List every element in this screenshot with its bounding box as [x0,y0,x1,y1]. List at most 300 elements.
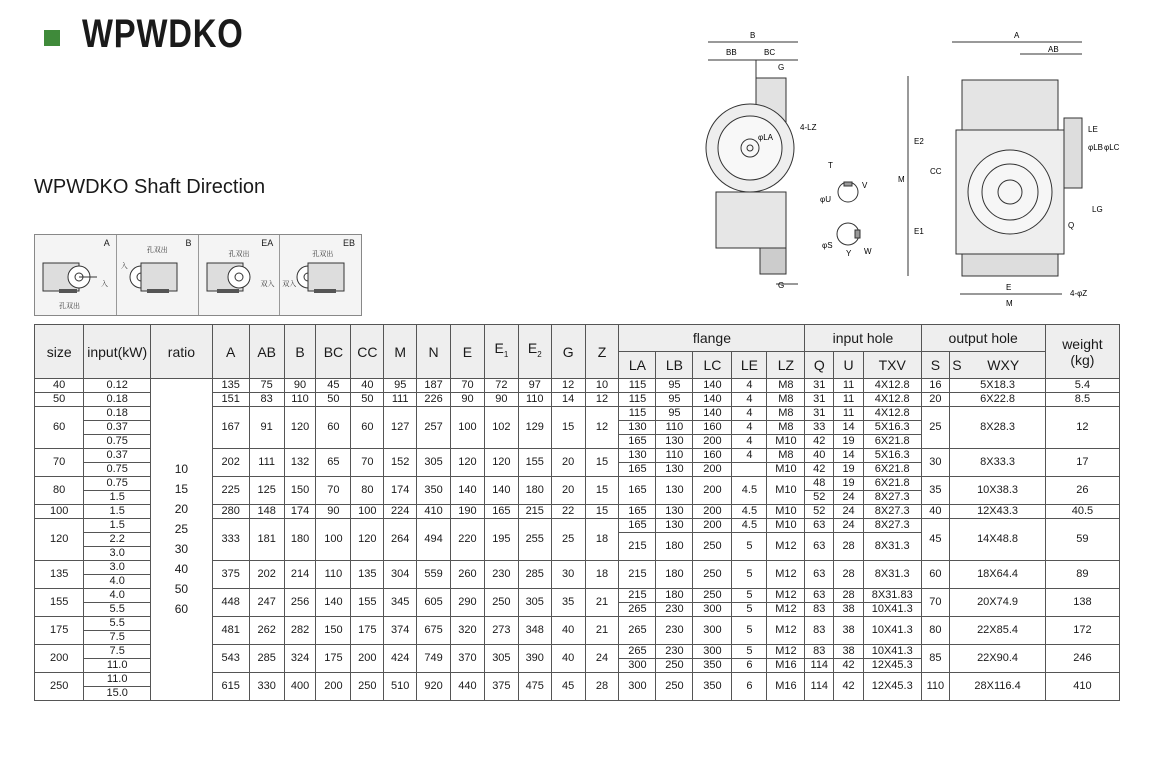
cell-input: 3.0 [84,547,151,561]
cell-z: 24 [585,645,619,673]
direction-note: 孔双出 [59,303,80,310]
cell-b: 120 [284,407,316,449]
cell-s: 16 [921,379,950,393]
cell-z: 12 [585,393,619,407]
cell-lc: 300 [693,617,732,645]
cell-le: 5 [732,617,767,645]
cell-le: 4.5 [732,505,767,519]
header-weight [1045,325,1119,379]
header-g: G [551,325,585,379]
cell-bc: 60 [316,407,351,449]
dim-label: E [1006,283,1012,292]
cell-lc: 160 [693,449,732,463]
cell-ab: 111 [249,449,284,477]
cell-size: 50 [35,393,84,407]
cell-txv: 10X41.3 [863,603,921,617]
cell-n: 410 [417,505,451,519]
header-la: LA [619,352,656,379]
title-square-icon [44,30,60,46]
cell-le: 5 [732,533,767,561]
cell-txv: 12X45.3 [863,659,921,673]
cell-lz: M8 [767,393,805,407]
header-input: input(kW) [84,325,151,379]
cell-weight: 40.5 [1045,505,1119,519]
cell-s: 70 [921,589,950,617]
cell-e: 120 [451,449,485,477]
cell-le: 5 [732,645,767,659]
cell-g: 35 [551,589,585,617]
cell-e: 260 [451,561,485,589]
cell-e1: 375 [484,673,518,701]
cell-e: 290 [451,589,485,617]
cell-weight: 138 [1045,589,1119,617]
cell-lb: 95 [656,379,693,393]
header-size: size [35,325,84,379]
cell-lb: 110 [656,449,693,463]
cell-n: 187 [417,379,451,393]
cell-lc: 200 [693,463,732,477]
direction-note: 入 [120,263,128,270]
header-e1-sub: 1 [503,349,509,359]
header-lb: LB [656,352,693,379]
direction-note: 孔双出 [228,251,250,258]
cell-g: 15 [551,407,585,449]
cell-s: 45 [921,519,950,561]
cell-txv: 8X27.3 [863,519,921,533]
cell-cc: 50 [351,393,384,407]
cell-z: 15 [585,505,619,519]
cell-lb: 250 [656,673,693,701]
cell-lb: 230 [656,617,693,645]
cell-la: 165 [619,463,656,477]
cell-u: 24 [834,491,864,505]
cell-u: 38 [834,617,864,645]
cell-q: 63 [805,561,834,589]
cell-n: 257 [417,407,451,449]
cell-input: 11.0 [84,659,151,673]
cell-e: 320 [451,617,485,645]
cell-m: 424 [384,645,417,673]
cell-la: 265 [619,617,656,645]
dim-label: W [864,247,872,256]
cell-txv: 6X21.8 [863,435,921,449]
dim-label: φLA [758,133,773,142]
cell-q: 83 [805,645,834,659]
cell-la: 165 [619,519,656,533]
dim-label: BB [726,48,737,57]
cell-lc: 200 [693,519,732,533]
ratio-value: 10 [174,462,189,476]
cell-la: 215 [619,589,656,603]
cell-e2: 305 [518,589,551,617]
cell-e2: 215 [518,505,551,519]
cell-input: 5.5 [84,617,151,631]
cell-txv: 4X12.8 [863,393,921,407]
cell-e2: 475 [518,673,551,701]
dim-label: AB [1048,45,1059,54]
dim-label: 4-φZ [1070,289,1088,298]
cell-ab: 202 [249,561,284,589]
cell-bc: 200 [316,673,351,701]
cell-s: 40 [921,505,950,519]
shaft-direction-panel [34,234,362,316]
cell-size: 135 [35,561,84,589]
cell-size: 120 [35,519,84,561]
cell-m: 345 [384,589,417,617]
cell-z: 21 [585,617,619,645]
cell-z: 18 [585,561,619,589]
cell-la: 215 [619,561,656,589]
cell-size: 80 [35,477,84,505]
cell-z: 12 [585,407,619,449]
cell-q: 40 [805,449,834,463]
cell-a: 481 [212,617,249,645]
cell-lb: 250 [656,659,693,673]
cell-m: 224 [384,505,417,519]
cell-la: 130 [619,421,656,435]
cell-u: 42 [834,659,864,673]
cell-input: 4.0 [84,575,151,589]
header-input-hole: input hole [805,325,921,352]
cell-m: 152 [384,449,417,477]
cell-lb: 130 [656,477,693,505]
cell-wxy: 6X22.8 [950,393,1046,407]
ratio-value: 25 [174,522,189,536]
ratio-value: 60 [174,602,189,616]
cell-m: 374 [384,617,417,645]
header-weight-unit: (kg) [1070,351,1095,368]
cell-lc: 200 [693,435,732,449]
cell-m: 111 [384,393,417,407]
dim-label: CC [930,167,942,176]
cell-b: 214 [284,561,316,589]
cell-n: 305 [417,449,451,477]
header-wxy-label: WXY [987,357,1020,373]
cell-b: 110 [284,393,316,407]
cell-size: 70 [35,449,84,477]
cell-e2: 129 [518,407,551,449]
cell-e: 140 [451,477,485,505]
cell-wxy: 18X64.4 [950,561,1046,589]
cell-e: 440 [451,673,485,701]
cell-e2: 255 [518,519,551,561]
cell-e1: 250 [484,589,518,617]
cell-lc: 250 [693,533,732,561]
cell-lc: 200 [693,477,732,505]
cell-la: 130 [619,449,656,463]
header-bc: BC [316,325,351,379]
cell-cc: 70 [351,449,384,477]
cell-input: 11.0 [84,673,151,687]
key-detail-drawing [837,182,860,245]
cell-q: 42 [805,435,834,449]
cell-ab: 148 [249,505,284,519]
cell-z: 15 [585,449,619,477]
cell-u: 11 [834,393,864,407]
cell-m: 304 [384,561,417,589]
cell-g: 12 [551,379,585,393]
cell-bc: 90 [316,505,351,519]
dim-label: M [898,175,905,184]
cell-z: 28 [585,673,619,701]
cell-q: 31 [805,407,834,421]
direction-b [117,235,199,315]
dim-label: E1 [914,227,924,236]
cell-wxy: 22X90.4 [950,645,1046,673]
ratio-value: 50 [174,582,189,596]
cell-g: 40 [551,645,585,673]
cell-g: 45 [551,673,585,701]
cell-b: 180 [284,519,316,561]
header-z: Z [585,325,619,379]
cell-g: 14 [551,393,585,407]
cell-s: 60 [921,561,950,589]
dim-label: Q [1068,221,1075,230]
cell-lz: M10 [767,477,805,505]
cell-le: 4 [732,435,767,449]
cell-a: 202 [212,449,249,477]
header-cc: CC [351,325,384,379]
dim-label: G [778,281,785,290]
cell-txv: 8X31.3 [863,561,921,589]
cell-m: 264 [384,519,417,561]
cell-lz: M10 [767,505,805,519]
cell-weight: 246 [1045,645,1119,673]
cell-input: 0.12 [84,379,151,393]
cell-b: 174 [284,505,316,519]
cell-a: 225 [212,477,249,505]
cell-wxy: 14X48.8 [950,519,1046,561]
cell-lc: 350 [693,659,732,673]
cell-le: 5 [732,589,767,603]
cell-lb: 180 [656,533,693,561]
cell-a: 543 [212,645,249,673]
cell-le: 4 [732,393,767,407]
cell-le: 5 [732,561,767,589]
cell-weight: 12 [1045,407,1119,449]
gearbox-b-icon [121,249,191,297]
cell-u: 11 [834,379,864,393]
cell-z: 18 [585,519,619,561]
cell-cc: 40 [351,379,384,393]
cell-txv: 6X21.8 [863,463,921,477]
cell-cc: 100 [351,505,384,519]
cell-la: 115 [619,379,656,393]
header-e1 [484,325,518,379]
cell-a: 448 [212,589,249,617]
cell-ratio [151,379,213,701]
cell-wxy: 22X85.4 [950,617,1046,645]
cell-e2: 348 [518,617,551,645]
cell-cc: 155 [351,589,384,617]
cell-lz: M8 [767,379,805,393]
direction-eb [280,235,361,315]
cell-ab: 91 [249,407,284,449]
spec-table [34,324,1120,701]
cell-u: 42 [834,673,864,701]
header-ab: AB [249,325,284,379]
dim-label: V [862,181,868,190]
cell-z: 15 [585,477,619,505]
header-le: LE [732,352,767,379]
cell-bc: 45 [316,379,351,393]
cell-lc: 140 [693,407,732,421]
cell-q: 83 [805,617,834,645]
cell-m: 127 [384,407,417,449]
cell-lc: 350 [693,673,732,701]
cell-weight: 5.4 [1045,379,1119,393]
dim-label: B [750,31,756,40]
dim-label: T [828,161,833,170]
header-e: E [451,325,485,379]
cell-e2: 180 [518,477,551,505]
cell-bc: 50 [316,393,351,407]
cell-g: 30 [551,561,585,589]
cell-lc: 300 [693,603,732,617]
header-ratio: ratio [151,325,213,379]
cell-size: 155 [35,589,84,617]
cell-m: 95 [384,379,417,393]
cell-n: 494 [417,519,451,561]
cell-b: 132 [284,449,316,477]
cell-le: 4 [732,421,767,435]
cell-u: 28 [834,561,864,589]
cell-m: 174 [384,477,417,505]
cell-bc: 140 [316,589,351,617]
cell-lb: 110 [656,421,693,435]
cell-le: 4 [732,379,767,393]
cell-la: 300 [619,659,656,673]
cell-ab: 125 [249,477,284,505]
cell-e: 100 [451,407,485,449]
cell-weight: 8.5 [1045,393,1119,407]
dim-label: LG [1092,205,1103,214]
cell-le: 4.5 [732,477,767,505]
cell-n: 559 [417,561,451,589]
direction-code: A [103,238,110,248]
cell-n: 749 [417,645,451,673]
cell-weight: 59 [1045,519,1119,561]
cell-lz: M12 [767,561,805,589]
header-e2 [518,325,551,379]
cell-lb: 180 [656,561,693,589]
direction-note: 入 [101,281,108,288]
cell-q: 63 [805,589,834,603]
cell-lz: M10 [767,435,805,449]
side-view-drawing [706,42,798,284]
cell-le: 4 [732,449,767,463]
cell-e1: 102 [484,407,518,449]
cell-lc: 140 [693,379,732,393]
cell-size: 175 [35,617,84,645]
cell-e1: 120 [484,449,518,477]
cell-z: 10 [585,379,619,393]
direction-note: 孔双出 [312,251,334,258]
cell-u: 19 [834,435,864,449]
cell-txv: 10X41.3 [863,617,921,645]
dim-label: LE [1088,125,1098,134]
cell-cc: 135 [351,561,384,589]
cell-u: 24 [834,519,864,533]
cell-input: 0.75 [84,477,151,491]
cell-s: 25 [921,407,950,449]
cell-lc: 160 [693,421,732,435]
cell-input: 0.75 [84,463,151,477]
cell-lb: 95 [656,393,693,407]
cell-le: 6 [732,659,767,673]
cell-g: 20 [551,449,585,477]
cell-input: 0.37 [84,421,151,435]
header-q: Q [805,352,834,379]
cell-u: 14 [834,449,864,463]
cell-size: 100 [35,505,84,519]
direction-note: 双入 [260,281,275,288]
cell-s: 80 [921,617,950,645]
cell-cc: 80 [351,477,384,505]
cell-u: 38 [834,645,864,659]
cell-bc: 110 [316,561,351,589]
cell-n: 675 [417,617,451,645]
header-b: B [284,325,316,379]
header-wxy [950,352,1046,379]
header-lz: LZ [767,352,805,379]
cell-u: 19 [834,477,864,491]
direction-code: EB [342,238,355,248]
cell-txv: 4X12.8 [863,379,921,393]
cell-n: 920 [417,673,451,701]
cell-e1: 140 [484,477,518,505]
header-a: A [212,325,249,379]
header-e2-main: E [527,340,538,357]
cell-la: 165 [619,435,656,449]
cell-s: 30 [921,449,950,477]
gearbox-eb-icon [284,249,354,297]
header-lc: LC [693,352,732,379]
cell-e1: 165 [484,505,518,519]
cell-lb: 130 [656,505,693,519]
cell-weight: 26 [1045,477,1119,505]
cell-input: 1.5 [84,519,151,533]
cell-size: 200 [35,645,84,673]
cell-lb: 130 [656,463,693,477]
cell-q: 83 [805,603,834,617]
cell-la: 265 [619,645,656,659]
cell-le: 4.5 [732,519,767,533]
cell-la: 265 [619,603,656,617]
cell-la: 215 [619,533,656,561]
cell-input: 15.0 [84,687,151,701]
cell-b: 256 [284,589,316,617]
cell-e: 190 [451,505,485,519]
cell-lz: M8 [767,421,805,435]
header-m: M [384,325,417,379]
cell-e2: 155 [518,449,551,477]
cell-bc: 70 [316,477,351,505]
cell-a: 333 [212,519,249,561]
cell-lb: 230 [656,603,693,617]
dim-label: φU [820,195,831,204]
cell-ab: 262 [249,617,284,645]
cell-q: 114 [805,659,834,673]
cell-a: 375 [212,561,249,589]
cell-txv: 8X31.3 [863,533,921,561]
table-row [35,379,1120,393]
cell-input: 1.5 [84,491,151,505]
cell-b: 150 [284,477,316,505]
cell-u: 19 [834,463,864,477]
cell-e1: 273 [484,617,518,645]
dim-label: BC [764,48,776,57]
